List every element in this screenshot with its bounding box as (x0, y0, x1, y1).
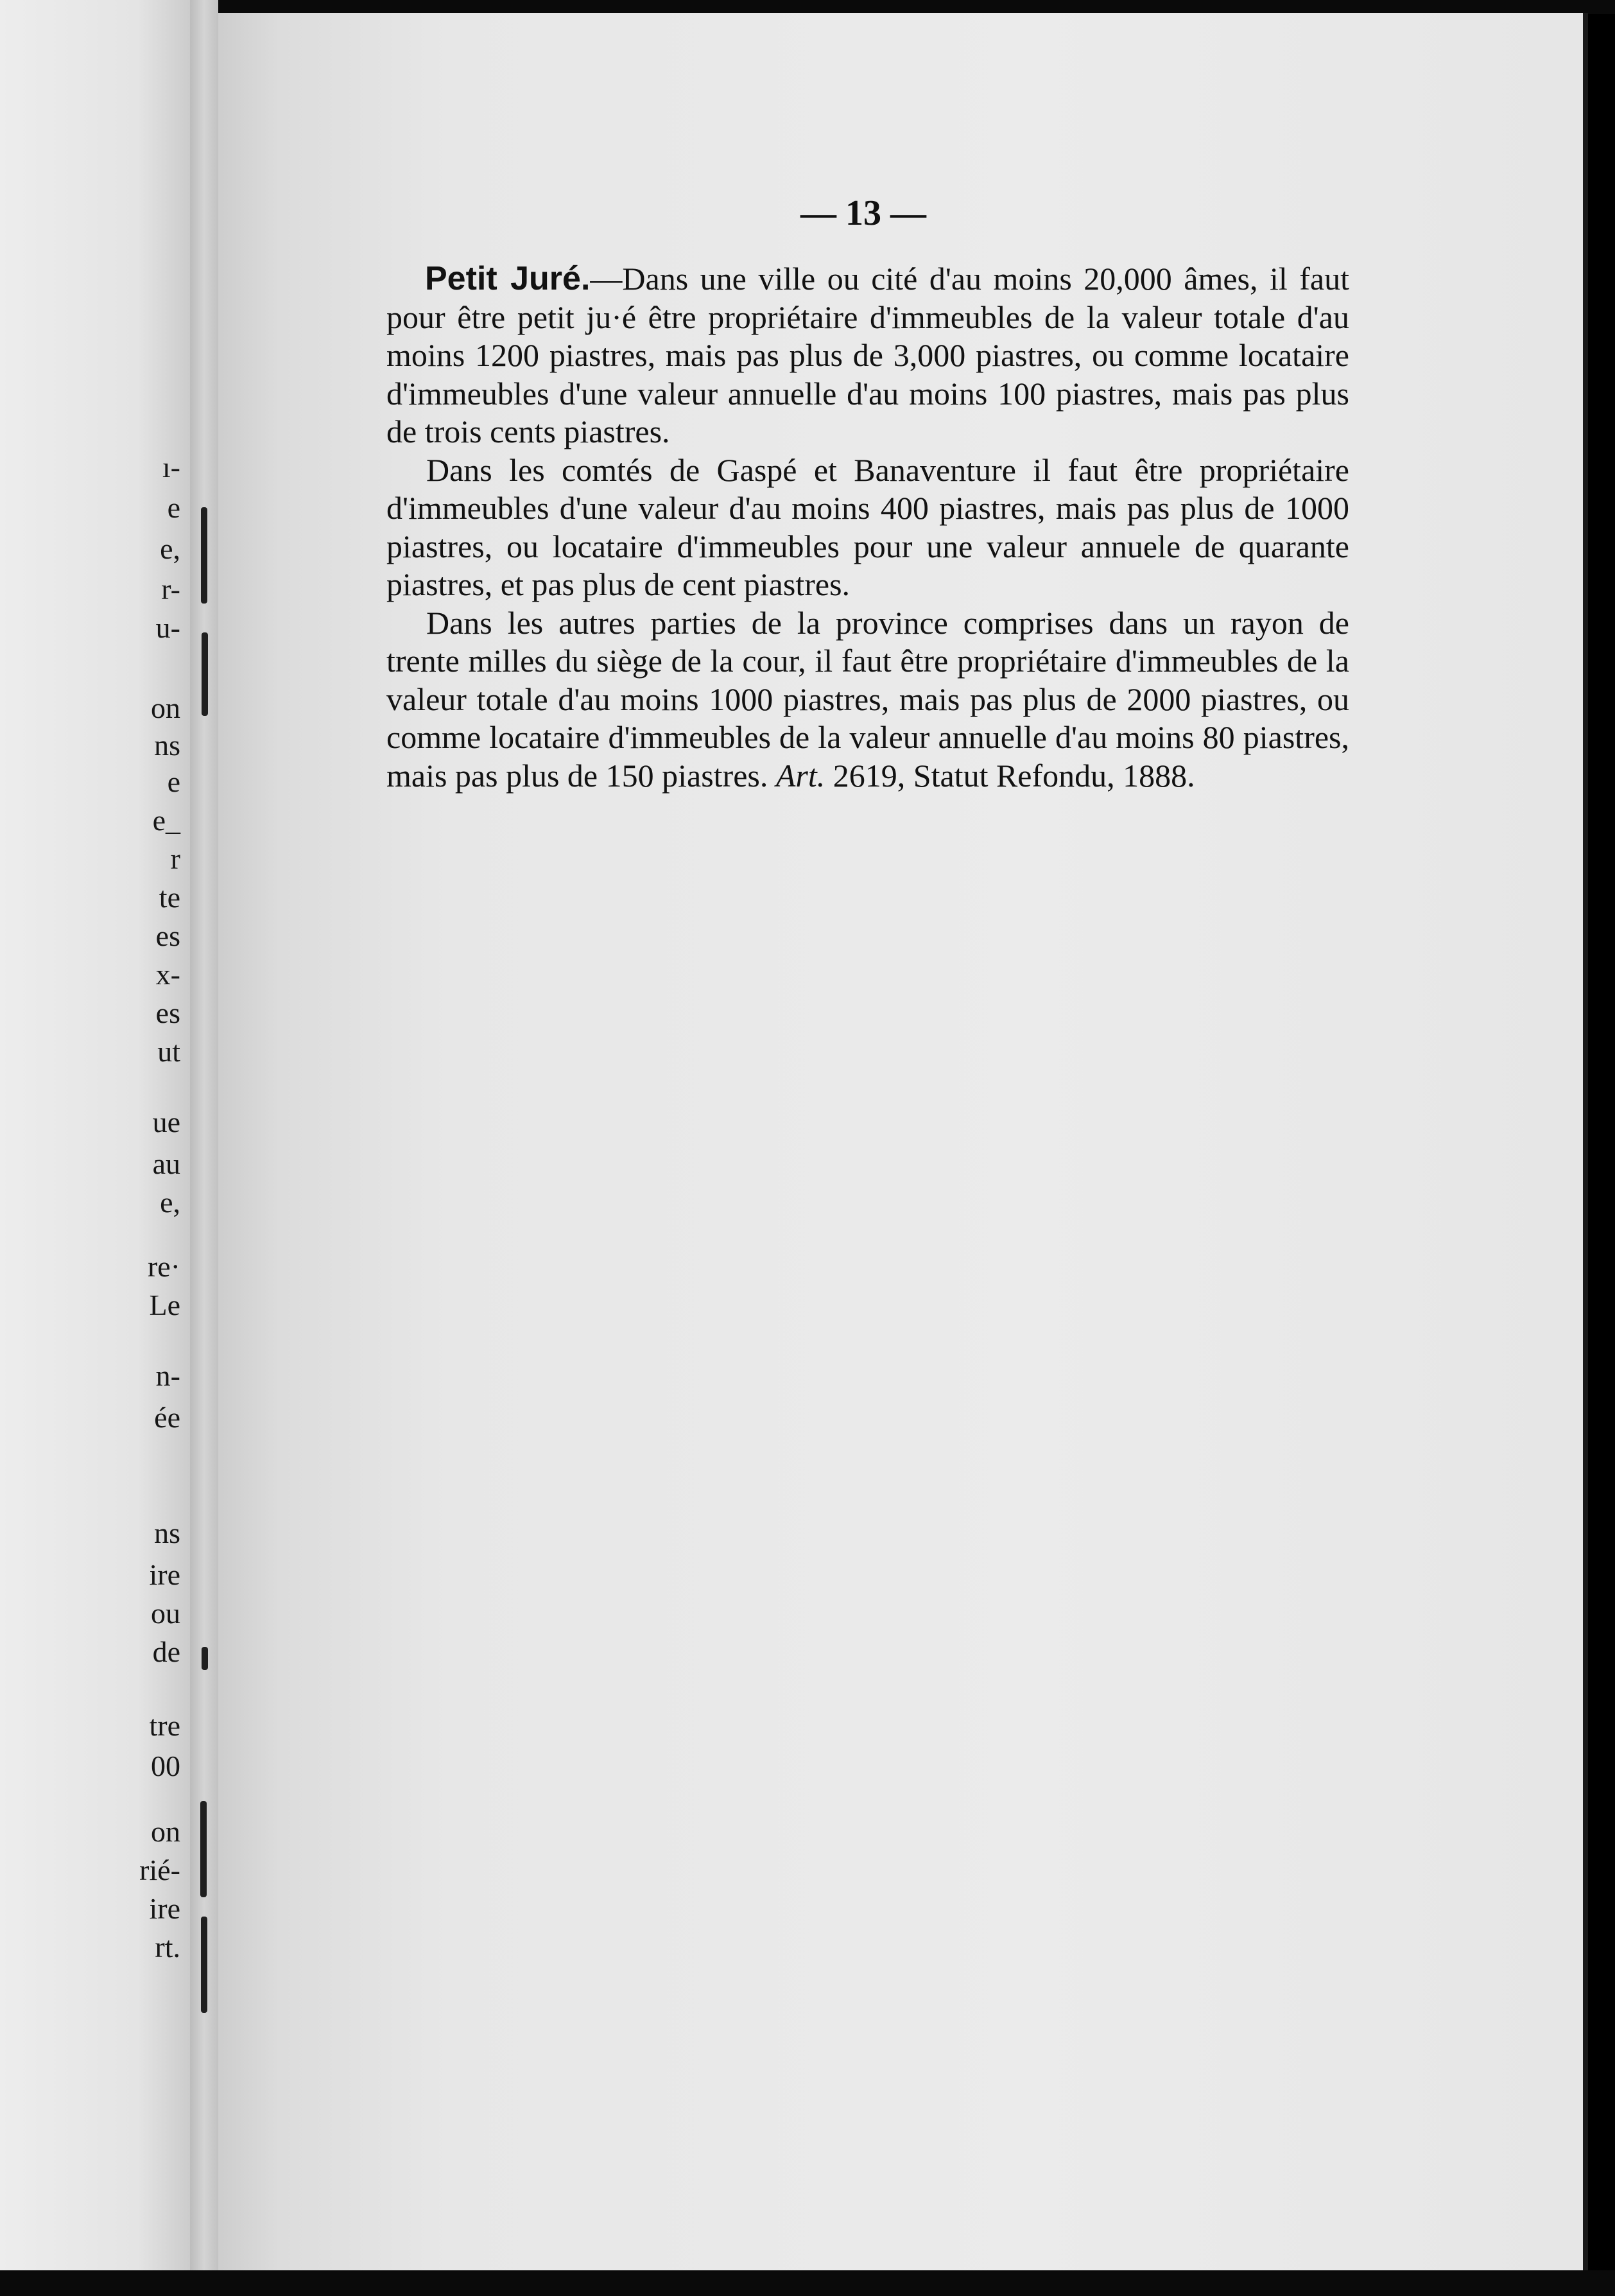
left-page-fragment: re· (147, 1250, 180, 1283)
left-page-fragment: ue (152, 1106, 180, 1138)
left-page-fragment: e (167, 765, 180, 798)
left-page-fragment: r (170, 842, 180, 875)
left-page-fragment: e (167, 491, 180, 524)
left-page-fragment: e_ (152, 804, 180, 837)
left-page-fragment: es (155, 996, 180, 1029)
left-page-fragment: e, (160, 532, 180, 565)
binding-stitch (200, 1801, 207, 1897)
left-page-fragment: ou (151, 1597, 180, 1630)
left-page-fragment: rié- (139, 1854, 180, 1886)
left-page-fragment: 00 (151, 1750, 180, 1782)
left-page-fragment: de (152, 1635, 180, 1668)
paragraph-text: Dans les autres parties de la province comprises dans un rayon de trente milles du siège de la cour, il faut être propriétaire d'immeubles de la valeur totale d'au moins 1000 piastres, mais pas plus de 2000 piastres, ou comme locataire d'immeubles de la valeur annuelle d'au moins 80 piastres, mais pas plus de 150 piastres. (386, 604, 1349, 794)
left-page-fragment: es (155, 919, 180, 952)
left-page-fragment: ire (149, 1892, 180, 1925)
left-page-fragment: ut (157, 1035, 180, 1068)
paragraph-autres-parties (386, 604, 1349, 796)
left-page-fragment: tre (149, 1709, 180, 1742)
left-page-fragment: ı- (162, 451, 180, 483)
citation-art: Art. (775, 757, 825, 794)
left-page-fragment: ns (154, 1517, 180, 1549)
binding-gutter (190, 0, 218, 2296)
binding-stitch (202, 632, 208, 716)
left-page-fragment: r- (161, 573, 180, 605)
binding-stitch (201, 1917, 207, 2013)
left-page-fragment: ns (154, 729, 180, 761)
binding-stitch (201, 507, 207, 604)
left-page-fragment: Le (149, 1289, 180, 1321)
left-page-fragment: n- (155, 1359, 180, 1392)
left-page-fragment: on (151, 691, 180, 724)
page-number: — 13 — (800, 193, 926, 233)
left-page-fragment: ée (154, 1401, 180, 1434)
left-page-fragment: ire (149, 1558, 180, 1591)
section-heading: Petit Juré. (425, 260, 591, 297)
paragraph-gaspe (386, 451, 1349, 604)
paragraph-text: Dans les comtés de Gaspé et Banaventure il faut être propriétaire d'immeubles d'une valeur d'au moins 400 piastres, mais pas plus de 1000 piastres, ou locataire d'immeubles pour une valeur annuele de quarante piastres, et pas plus de cent piastres. (386, 451, 1349, 602)
left-page-fragment: rt. (155, 1931, 180, 1963)
left-page-fragment: au (152, 1147, 180, 1180)
left-page-fragment: x- (155, 958, 180, 991)
binding-stitch (202, 1647, 208, 1670)
left-facing-page (0, 0, 196, 2296)
citation-reference: 2619, Statut Refondu, 1888. (833, 757, 1195, 794)
left-page-fragment: on (151, 1815, 180, 1848)
left-page-fragment: e, (160, 1186, 180, 1219)
paragraph-text: —Dans une ville ou cité d'au moins 20,000 âmes, il faut pour être petit ju·é être propriétaire d'immeubles de la valeur totale d'au moins 1200 piastres, mais pas plus de 3,000 piastres, ou comme locataire d'immeubles d'une valeur annuelle d'au moins 100 piastres, mais pas plus de trois cents piastres. (386, 261, 1350, 449)
body-text (386, 260, 1349, 795)
paragraph-petit-jure (386, 260, 1349, 451)
scan-bottom-border (0, 2270, 1615, 2296)
left-page-fragment: te (159, 881, 180, 914)
left-page-fragment: u- (155, 611, 180, 644)
scan-top-border (0, 0, 1615, 14)
